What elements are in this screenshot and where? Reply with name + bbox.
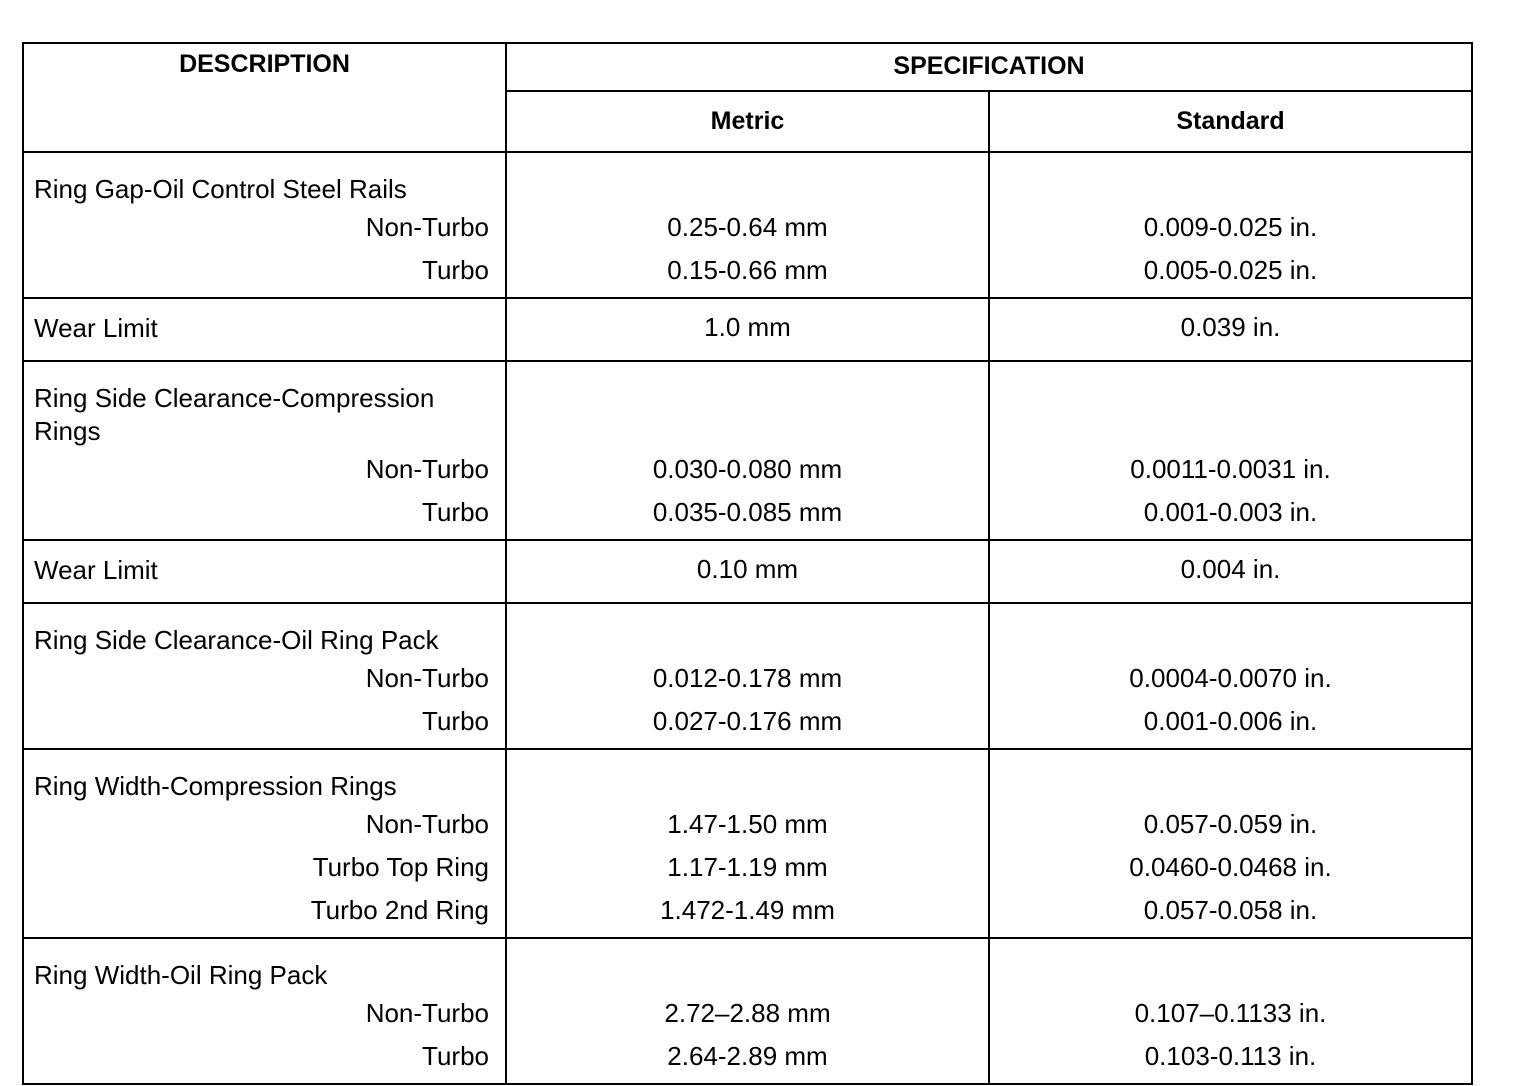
row-title: Ring Gap-Oil Control Steel Rails: [34, 174, 407, 204]
metric-value: 0.030-0.080 mm: [652, 454, 843, 484]
header-description: DESCRIPTION: [23, 43, 506, 152]
table-row: [23, 603, 1472, 749]
description-cell: [23, 298, 506, 361]
table-row: [23, 298, 1472, 361]
standard-cell: [989, 540, 1472, 603]
description-cell: [23, 603, 506, 749]
sub-item-label: Turbo 2nd Ring: [310, 895, 489, 925]
sub-item-label: Non-Turbo: [365, 663, 489, 693]
metric-value: 2.72–2.88 mm: [664, 998, 831, 1028]
standard-value: 0.107–0.1133 in.: [1134, 998, 1327, 1028]
header-standard: Standard: [989, 91, 1472, 152]
metric-value: 0.25-0.64 mm: [667, 212, 828, 242]
sub-item-label: Non-Turbo: [365, 998, 489, 1028]
table-row: [23, 749, 1472, 938]
metric-cell: [506, 540, 989, 603]
standard-value: 0.005-0.025 in.: [1143, 255, 1318, 285]
metric-value: 1.0 mm: [704, 311, 791, 342]
standard-value: 0.039 in.: [1180, 311, 1281, 342]
standard-cell: [989, 152, 1472, 298]
metric-value: 1.472-1.49 mm: [660, 895, 835, 925]
standard-cell: [989, 938, 1472, 1084]
row-title: Wear Limit: [34, 555, 158, 585]
metric-value: 0.10 mm: [696, 553, 799, 584]
sub-item-label: Non-Turbo: [365, 454, 489, 484]
metric-cell: [506, 298, 989, 361]
metric-cell: [506, 152, 989, 298]
standard-cell: [989, 603, 1472, 749]
description-cell: [23, 540, 506, 603]
sub-item-label: Non-Turbo: [365, 809, 489, 839]
metric-value: 0.012-0.178 mm: [652, 663, 843, 693]
description-cell: [23, 938, 506, 1084]
header-metric: Metric: [506, 91, 989, 152]
metric-value: 0.027-0.176 mm: [652, 706, 843, 736]
sub-item-label: Non-Turbo: [365, 212, 489, 242]
table-row: [23, 152, 1472, 298]
standard-value: 0.001-0.006 in.: [1143, 706, 1318, 736]
table-row: [23, 938, 1472, 1084]
standard-value: 0.057-0.058 in.: [1143, 895, 1318, 925]
standard-value: 0.0004-0.0070 in.: [1129, 663, 1332, 693]
metric-cell: [506, 361, 989, 540]
description-cell: [23, 152, 506, 298]
row-title: Ring Width-Oil Ring Pack: [34, 960, 328, 990]
standard-value: 0.0011-0.0031 in.: [1130, 454, 1331, 484]
description-cell: [23, 749, 506, 938]
description-cell: [23, 361, 506, 540]
spec-table: [22, 42, 1473, 1085]
sub-item-label: Turbo: [422, 255, 489, 285]
row-title: Ring Side Clearance-Oil Ring Pack: [34, 625, 439, 655]
metric-value: 1.17-1.19 mm: [667, 852, 828, 882]
table-header: [23, 43, 1472, 152]
metric-cell: [506, 938, 989, 1084]
metric-cell: [506, 749, 989, 938]
row-title: Ring Side Clearance-Compression Rings: [34, 383, 435, 446]
standard-value: 0.009-0.025 in.: [1143, 212, 1318, 242]
standard-value: 0.001-0.003 in.: [1143, 497, 1318, 527]
metric-value: 2.64-2.89 mm: [667, 1041, 828, 1071]
standard-value: 0.103-0.113 in.: [1144, 1041, 1317, 1071]
standard-value: 0.057-0.059 in.: [1143, 809, 1318, 839]
row-title: Wear Limit: [34, 313, 158, 343]
sub-item-label: Turbo: [422, 706, 489, 736]
metric-value: 1.47-1.50 mm: [667, 809, 828, 839]
table-row: [23, 361, 1472, 540]
metric-value: 0.15-0.66 mm: [667, 255, 828, 285]
sub-item-label: Turbo Top Ring: [312, 852, 489, 882]
sub-item-label: Turbo: [422, 497, 489, 527]
table-row: [23, 540, 1472, 603]
row-title: Ring Width-Compression Rings: [34, 771, 397, 801]
header-specification: SPECIFICATION: [506, 43, 1472, 91]
standard-value: 0.0460-0.0468 in.: [1129, 852, 1332, 882]
sub-item-label: Turbo: [422, 1041, 489, 1071]
metric-value: 0.035-0.085 mm: [652, 497, 843, 527]
standard-cell: [989, 749, 1472, 938]
standard-value: 0.004 in.: [1180, 553, 1281, 584]
standard-cell: [989, 298, 1472, 361]
metric-cell: [506, 603, 989, 749]
table-body: [23, 152, 1472, 1084]
standard-cell: [989, 361, 1472, 540]
